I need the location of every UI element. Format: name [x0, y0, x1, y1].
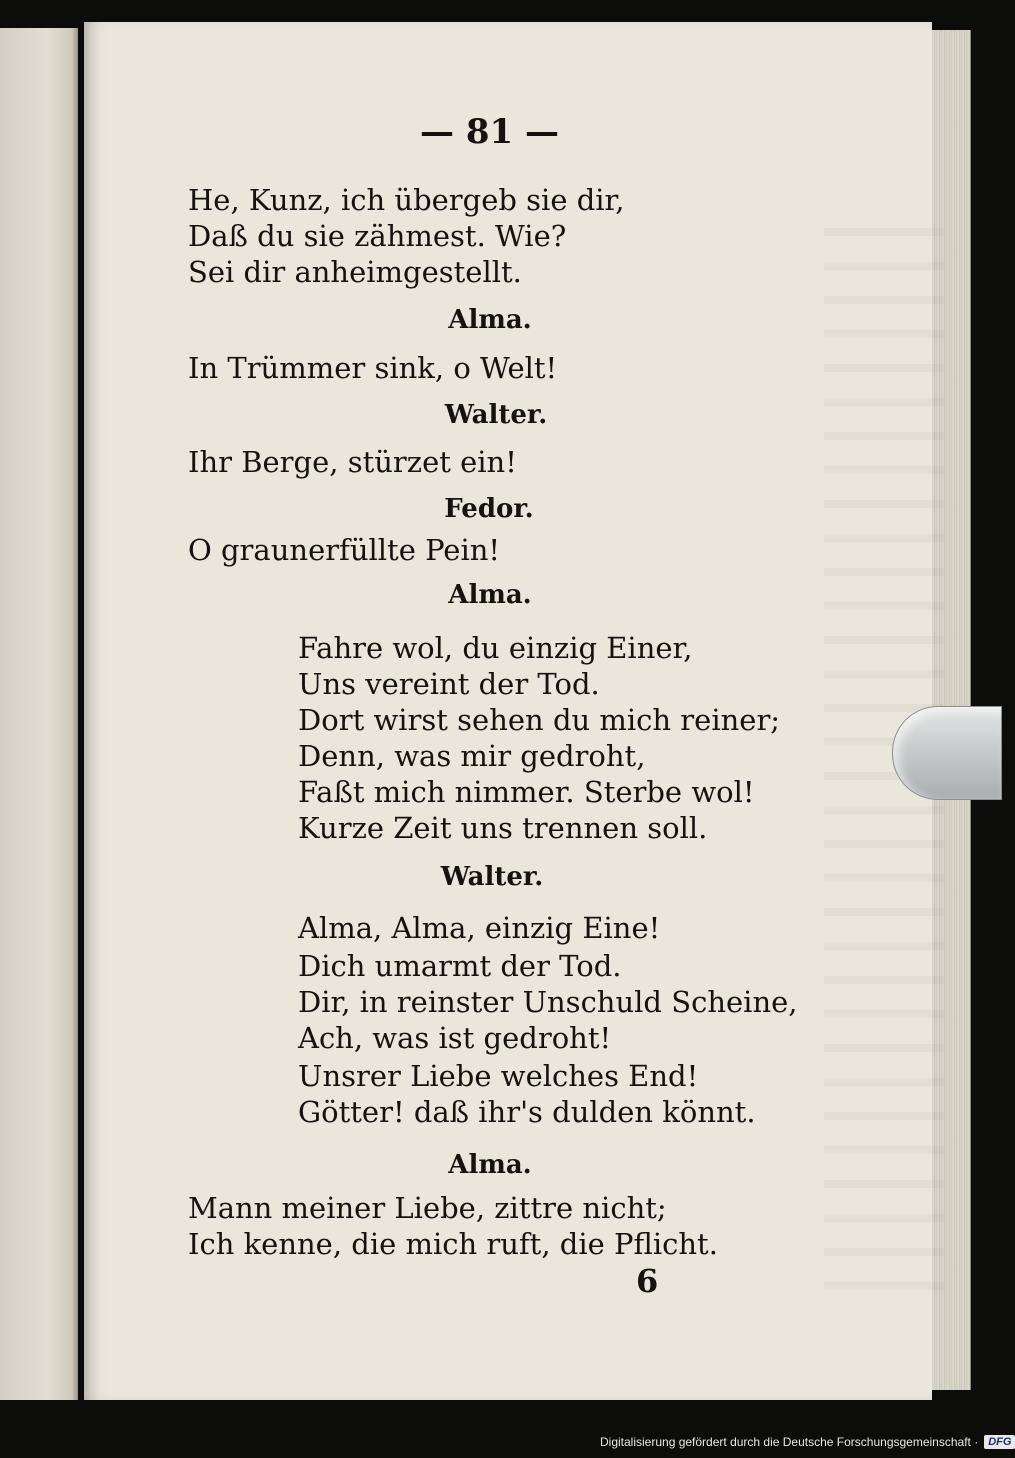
speaker-heading: Alma.: [448, 580, 532, 610]
digitization-credit: [600, 1432, 1015, 1452]
verse-line: Kurze Zeit uns trennen soll.: [298, 811, 708, 845]
verse-line: Sei dir anheimgestellt.: [188, 255, 522, 289]
speaker-heading: Walter.: [440, 862, 544, 892]
speaker-heading: Walter.: [444, 400, 548, 430]
verse-line: Mann meiner Liebe, zittre nicht;: [188, 1191, 667, 1225]
speaker-heading: Alma.: [448, 1150, 532, 1180]
verse-line: In Trümmer sink, o Welt!: [188, 351, 558, 385]
verse-line: He, Kunz, ich übergeb sie dir,: [188, 183, 625, 217]
verse-line: Dir, in reinster Unschuld Scheine,: [298, 985, 798, 1019]
verse-line: Ihr Berge, stürzet ein!: [188, 445, 517, 479]
verse-line: Unsrer Liebe welches End!: [298, 1059, 699, 1093]
verse-line: Ach, was ist gedroht!: [298, 1021, 612, 1055]
verse-line: Götter! daß ihr's dulden könnt.: [298, 1095, 756, 1129]
verse-line: Ich kenne, die mich ruft, die Pflicht.: [188, 1227, 718, 1261]
verse-line: Dort wirst sehen du mich reiner;: [298, 703, 781, 737]
verse-line: Alma, Alma, einzig Eine!: [298, 911, 661, 945]
page-clip: [892, 706, 1002, 800]
verse-line: Daß du sie zähmest. Wie?: [188, 219, 567, 253]
dfg-logo: DFG: [984, 1435, 1015, 1449]
signature-mark: 6: [636, 1262, 659, 1300]
credit-text: Digitalisierung gefördert durch die Deutsche Forschungsgemeinschaft ·: [600, 1435, 979, 1449]
left-page-edge: [0, 28, 78, 1400]
verse-line: Uns vereint der Tod.: [298, 667, 600, 701]
speaker-heading: Fedor.: [444, 494, 534, 524]
speaker-heading: Alma.: [448, 305, 532, 335]
verse-line: O graunerfüllte Pein!: [188, 533, 501, 567]
verse-line: Fahre wol, du einzig Einer,: [298, 631, 693, 665]
verse-line: Denn, was mir gedroht,: [298, 739, 646, 773]
verse-line: Dich umarmt der Tod.: [298, 949, 622, 983]
page-number: — 81 —: [420, 112, 559, 152]
verse-line: Faßt mich nimmer. Sterbe wol!: [298, 775, 755, 809]
